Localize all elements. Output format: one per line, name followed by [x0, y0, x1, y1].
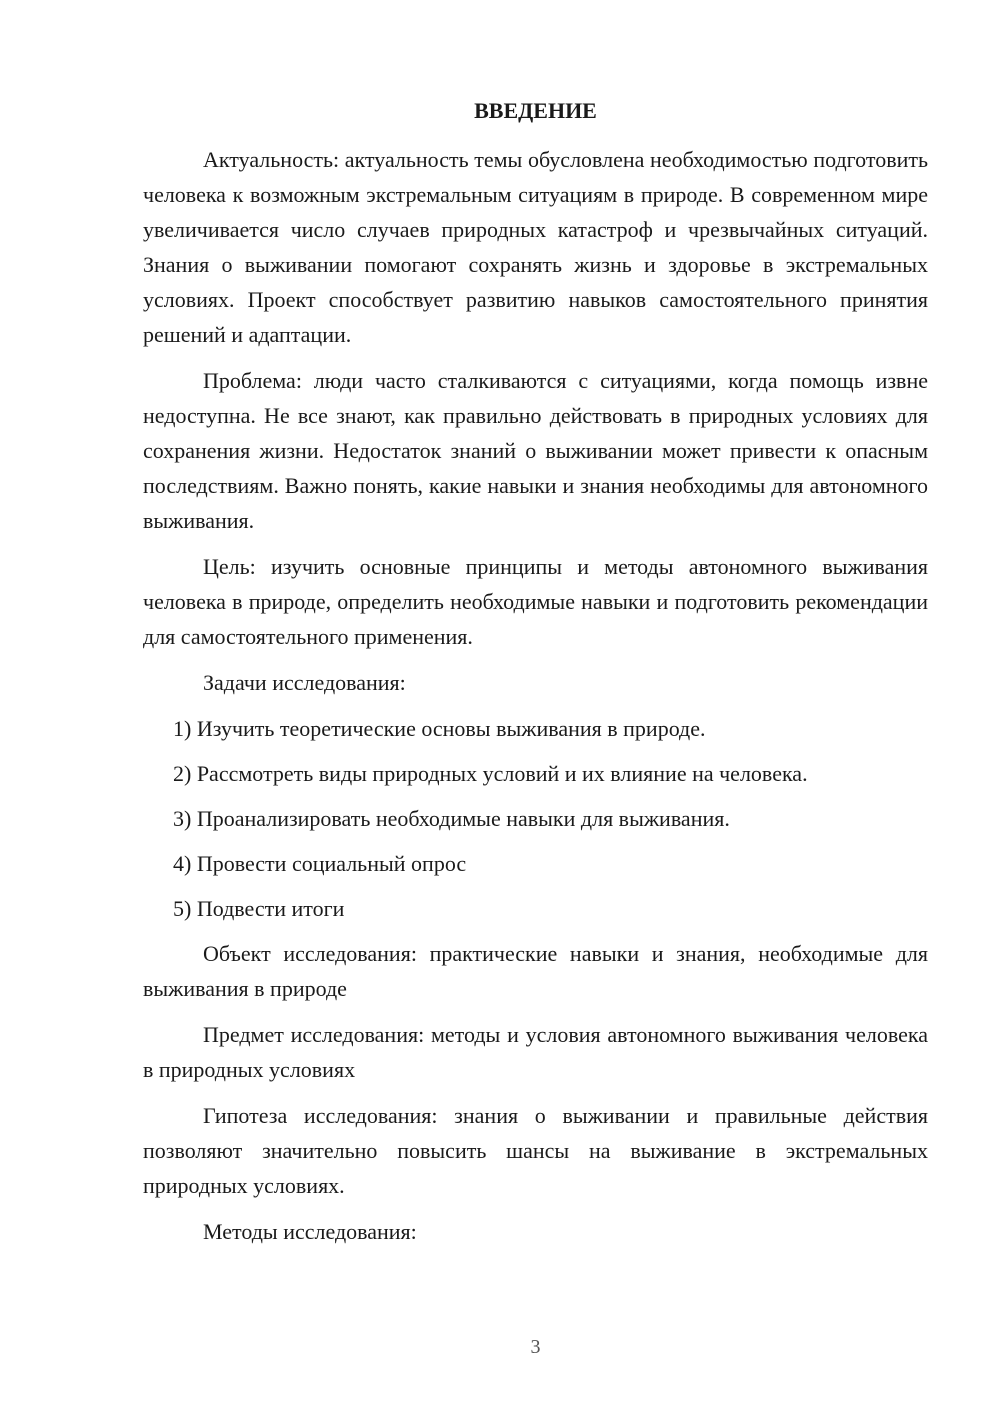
list-item: 5) Подвести итоги [173, 896, 345, 921]
list-item: 3) Проанализировать необходимые навыки для выживания. [173, 806, 730, 831]
paragraph-problem: Проблема: люди часто сталкиваются с ситуациями, когда помощь извне недоступна. Не все знают, как правильно действовать в природных условиях для сохранения жизни. Недостаток знаний о выживании может привести к опасным последствиям. Важно понять, какие навыки и знания необходимы для автономного выживания. [143, 368, 928, 533]
paragraph-goal: Цель: изучить основные принципы и методы автономного выживания человека в природе, определить необходимые навыки и подготовить рекомендации для самостоятельного применения. [143, 554, 928, 649]
paragraph-object: Объект исследования: практические навыки и знания, необходимые для выживания в природе [143, 941, 928, 1001]
paragraph-methods: Методы исследования: [203, 1219, 417, 1244]
paragraph-subject: Предмет исследования: методы и условия автономного выживания человека в природных условиях [143, 1022, 928, 1082]
list-item: 1) Изучить теоретические основы выживания в природе. [173, 716, 706, 741]
page-title: ВВЕДЕНИЕ [474, 98, 597, 123]
list-item: 2) Рассмотреть виды природных условий и их влияние на человека. [173, 761, 808, 786]
paragraph-relevance: Актуальность: актуальность темы обусловлена необходимостью подготовить человека к возможным экстремальным ситуациям в природе. В современном мире увеличивается число случаев природных катастроф и чрезвычайных ситуаций. Знания о выживании помогают сохранять жизнь и здоровье в экстремальных условиях. Проект способствует развитию навыков самостоятельного принятия решений и адаптации. [143, 147, 928, 347]
paragraph-hypothesis: Гипотеза исследования: знания о выживании и правильные действия позволяют значительно повысить шансы на выживание в экстремальных природных условиях. [143, 1103, 928, 1198]
list-item: 4) Провести социальный опрос [173, 851, 467, 876]
document-body [143, 142, 928, 1260]
document-page [143, 0, 928, 1414]
page-number: 3 [530, 1336, 541, 1358]
paragraph-tasks-heading: Задачи исследования: [203, 670, 406, 695]
